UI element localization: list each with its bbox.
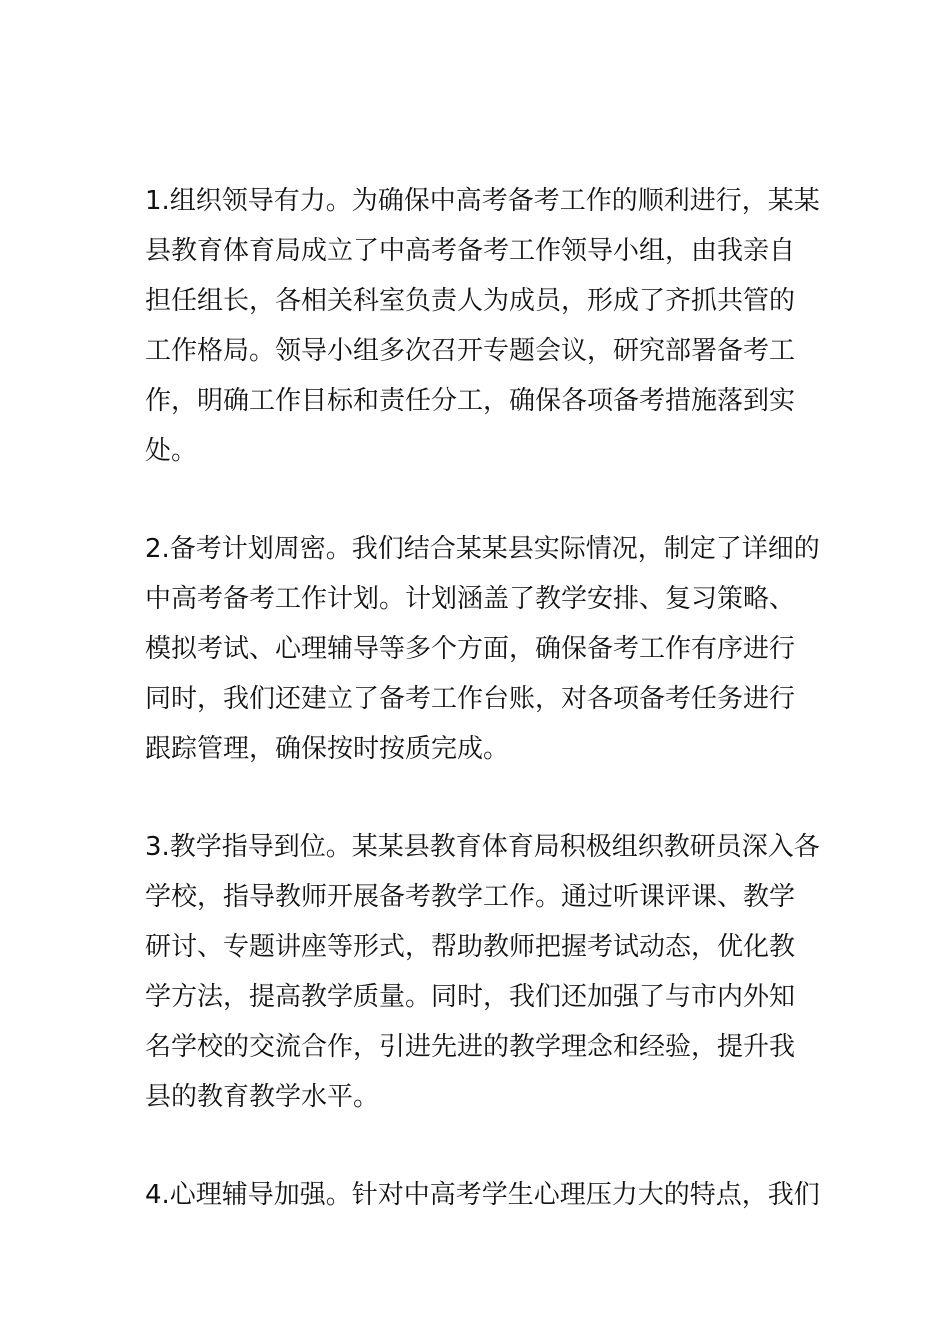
- paragraph-line: 县教育体育局成立了中高考备考工作领导小组，由我亲自: [145, 236, 796, 266]
- paragraph-line: 学校，指导教师开展备考教学工作。通过听课评课、教学: [145, 882, 796, 912]
- paragraph-1: [145, 176, 820, 476]
- paragraph-line: 工作格局。领导小组多次召开专题会议，研究部署备考工: [145, 336, 796, 366]
- paragraph-line: 县的教育教学水平。: [145, 1082, 380, 1112]
- paragraph-line: 处。: [145, 436, 198, 466]
- paragraph-line: 研讨、专题讲座等形式，帮助教师把握考试动态，优化教: [145, 932, 796, 962]
- paragraph-line: 同时，我们还建立了备考工作台账，对各项备考任务进行: [145, 684, 796, 714]
- paragraph-line: 跟踪管理，确保按时按质完成。: [145, 734, 510, 764]
- paragraph-line: 担任组长，各相关科室负责人为成员，形成了齐抓共管的: [145, 286, 796, 316]
- paragraph-line: 名学校的交流合作，引进先进的教学理念和经验，提升我: [145, 1032, 796, 1062]
- paragraph-line: 中高考备考工作计划。计划涵盖了教学安排、复习策略、: [145, 584, 796, 614]
- document-body: [145, 176, 820, 1268]
- paragraph-line: 作，明确工作目标和责任分工，确保各项备考措施落到实: [145, 386, 796, 416]
- paragraph-line: 4.心理辅导加强。针对中高考学生心理压力大的特点，我们: [145, 1180, 820, 1210]
- paragraph-line: 3.教学指导到位。某某县教育体育局积极组织教研员深入各: [145, 832, 820, 862]
- paragraph-2: [145, 524, 820, 774]
- paragraph-line: 2.备考计划周密。我们结合某某县实际情况，制定了详细的: [145, 534, 820, 564]
- paragraph-4: [145, 1170, 820, 1220]
- paragraph-line: 模拟考试、心理辅导等多个方面，确保备考工作有序进行: [145, 634, 796, 664]
- paragraph-3: [145, 822, 820, 1122]
- paragraph-line: 学方法，提高教学质量。同时，我们还加强了与市内外知: [145, 982, 796, 1012]
- paragraph-line: 1.组织领导有力。为确保中高考备考工作的顺利进行，某某: [145, 186, 820, 216]
